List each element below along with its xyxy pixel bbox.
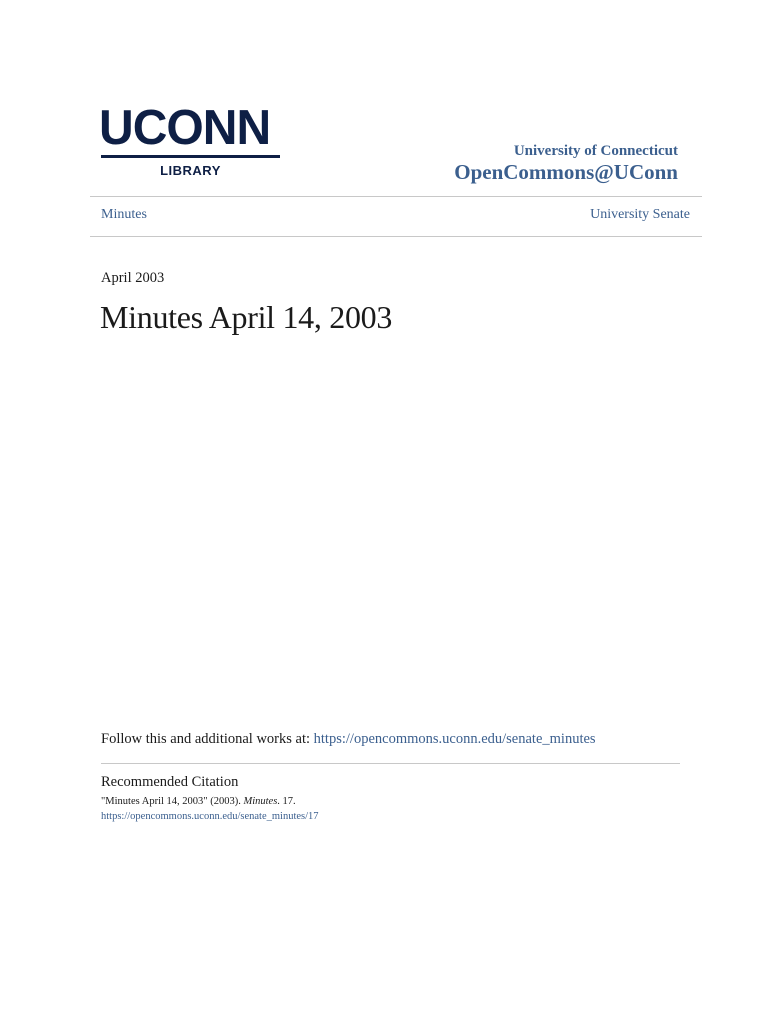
follow-url-link[interactable]: https://opencommons.uconn.edu/senate_minutes bbox=[313, 731, 596, 747]
citation-divider bbox=[101, 763, 680, 764]
document-title: Minutes April 14, 2003 bbox=[100, 299, 393, 335]
follow-line bbox=[101, 731, 596, 748]
university-name: University of Connecticut bbox=[513, 143, 678, 159]
citation-text bbox=[101, 796, 296, 807]
logo-wordmark: UCONN bbox=[99, 101, 271, 155]
follow-text: Follow this and additional works at: bbox=[101, 731, 314, 747]
logo-rule bbox=[101, 155, 280, 158]
logo-subtitle: LIBRARY bbox=[160, 163, 221, 178]
recommended-citation-heading: Recommended Citation bbox=[101, 774, 239, 790]
breadcrumb-divider bbox=[90, 236, 702, 237]
breadcrumb-series-link[interactable]: Minutes bbox=[101, 207, 147, 222]
uconn-library-logo bbox=[99, 101, 281, 180]
citation-url-link[interactable]: https://opencommons.uconn.edu/senate_minutes/17 bbox=[101, 811, 319, 822]
citation-prefix: "Minutes April 14, 2003" (2003). bbox=[101, 796, 244, 807]
citation-series: Minutes bbox=[243, 796, 278, 807]
document-date: April 2003 bbox=[101, 270, 165, 286]
header-divider bbox=[90, 196, 702, 197]
repository-link[interactable]: OpenCommons@UConn bbox=[454, 160, 678, 184]
citation-suffix: . 17. bbox=[277, 796, 296, 807]
breadcrumb-department-link[interactable]: University Senate bbox=[590, 207, 690, 222]
